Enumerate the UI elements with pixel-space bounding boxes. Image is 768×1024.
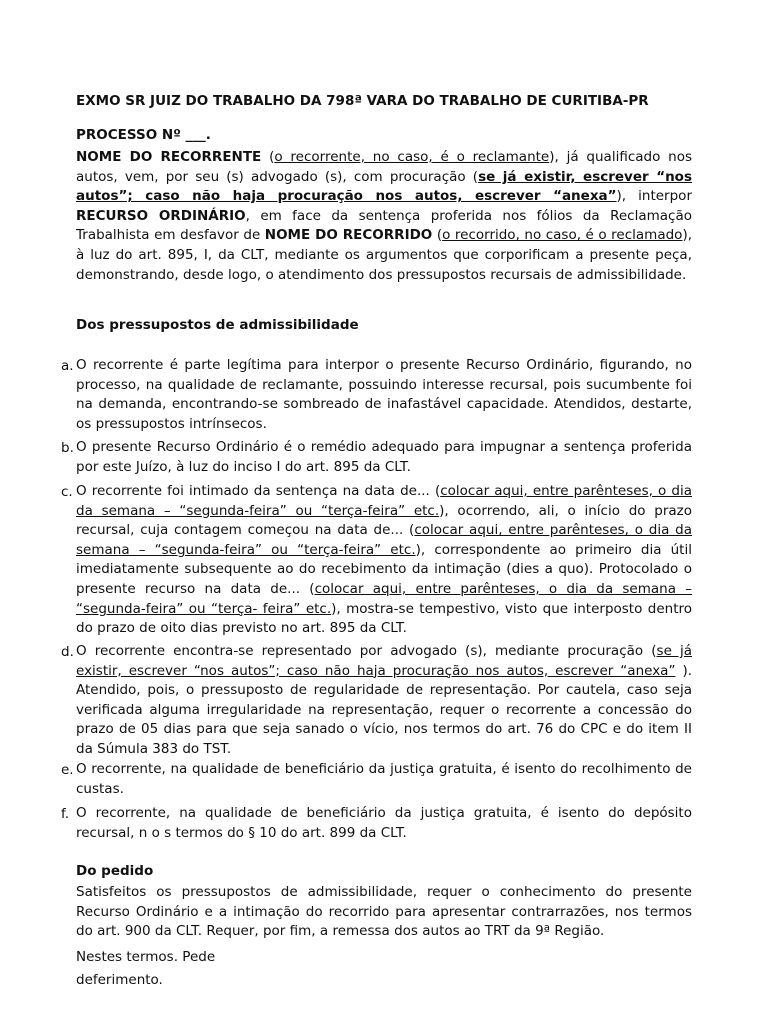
list-item-d: O recorrente encontra-se representado por advogado (s), mediante procuração (se já existir, escrever “nos autos”; caso não haja procuração nos autos, escrever “anexa” ). Atendido, pois, o pressuposto de regularidade de representação. Por cautela, caso seja verificada alguma irregularidade na representação, requer o recorrente a concessão do prazo de 05 dias para que seja sanado o vício, nos termos do art. 76 do CPC e do item II da Súmula 383 do TST.: [76, 643, 692, 757]
intro-paragraph: NOME DO RECORRENTE (o recorrente, no caso, é o reclamante), já qualificado nos autos, vem, por seu (s) advogado (s), com procuração (se já existir, escrever “nos autos”; caso não haja procuração nos autos, escrever “anexa”), interpor RECURSO ORDINÁRIO, em face da sentença proferida nos fólios da Reclamação Trabalhista em desfavor de NOME DO RECORRIDO (o recorrido, no caso, é o reclamado), à luz do art. 895, I, da CLT, mediante os argumentos que corporificam a presente peça, demonstrando, desde logo, o atendimento dos pressupostos recursais de admissibilidade.: [76, 149, 692, 283]
recurso-label: RECURSO ORDINÁRIO: [76, 207, 246, 224]
instruction-note: colocar aqui, entre parênteses, o dia da semana – “segunda-feira” ou “terça-feira” etc.: [76, 522, 692, 558]
list-item-c: O recorrente foi intimado da sentença na data de... (colocar aqui, entre parênteses, o dia da semana – “segunda-feira” ou “terça-feira” etc.), ocorrendo, ali, o início do prazo recursal, cuja contagem começou na data de... (colocar aqui, entre parênteses, o dia da semana – “segunda-feira” ou “terça-feira” etc.), correspondente ao primeiro dia útil imediatamente subsequente ao do recebimento da intimação (dies a quo). Protocolado o presente recurso na data de... (colocar aqui, entre parênteses, o dia da semana – “segunda-feira” ou “terça- feira” etc.), mostra-se tempestivo, visto que interposto dentro do prazo de oito dias previsto no art. 895 da CLT.: [76, 483, 692, 637]
process-number: PROCESSO Nº ___.: [76, 127, 211, 143]
list-marker: e.: [61, 762, 74, 778]
recorrido-name: NOME DO RECORRIDO: [264, 227, 433, 244]
instruction-note: o recorrente, no caso, é o reclamante: [274, 149, 550, 165]
list-marker: d.: [61, 644, 74, 660]
instruction-note: colocar aqui, entre parênteses, o dia da semana – “segunda-feira” ou “terça-feira” etc.: [76, 483, 692, 519]
instruction-note: se já existir, escrever “nos autos”; caso não haja procuração nos autos, escrever “anexa”: [76, 168, 692, 205]
list-marker: c.: [61, 484, 73, 500]
section-heading-admissibilidade: Dos pressupostos de admissibilidade: [76, 317, 359, 333]
instruction-note: se já existir, escrever “nos autos”; caso não haja procuração nos autos, escrever “anexa”: [76, 643, 692, 679]
section-heading-pedido: Do pedido: [76, 863, 154, 879]
instruction-note: colocar aqui, entre parênteses, o dia da semana – “segunda-feira” ou “terça- feira” etc.: [76, 580, 692, 617]
list-marker: b.: [61, 440, 74, 456]
recorrente-name: NOME DO RECORRENTE: [76, 149, 262, 165]
instruction-note: o recorrido, no caso, é o reclamado: [442, 227, 683, 244]
list-item-a: O recorrente é parte legítima para interpor o presente Recurso Ordinário, figurando, no processo, na qualidade de reclamante, possuindo interesse recursal, pois sucumbente foi na demanda, encontrando-se sombreado de inafastável capacidade. Atendidos, destarte, os pressupostos intrínsecos.: [76, 357, 692, 432]
document-title: EXMO SR JUIZ DO TRABALHO DA 798ª VARA DO TRABALHO DE CURITIBA-PR: [76, 93, 649, 109]
list-marker: f.: [61, 806, 70, 822]
list-item-e: O recorrente, na qualidade de beneficiário da justiça gratuita, é isento do recolhimento de custas.: [76, 761, 692, 797]
list-marker: a.: [61, 358, 74, 374]
closing-line: Nestes termos. Pede: [76, 949, 216, 965]
list-item-b: O presente Recurso Ordinário é o remédio adequado para impugnar a sentença proferida por este Juízo, à luz do inciso I do art. 895 da CLT.: [76, 439, 692, 475]
list-item-f: O recorrente, na qualidade de beneficiário da justiça gratuita, é isento do depósito recursal, n o s termos do § 10 do art. 899 da CLT.: [76, 805, 692, 841]
closing-line: deferimento.: [76, 972, 163, 988]
pedido-paragraph: Satisfeitos os pressupostos de admissibilidade, requer o conhecimento do presente Recurso Ordinário e a intimação do recorrido para apresentar contrarrazões, nos termos do art. 900 da CLT. Requer, por fim, a remessa dos autos ao TRT da 9ª Região.: [76, 884, 692, 940]
